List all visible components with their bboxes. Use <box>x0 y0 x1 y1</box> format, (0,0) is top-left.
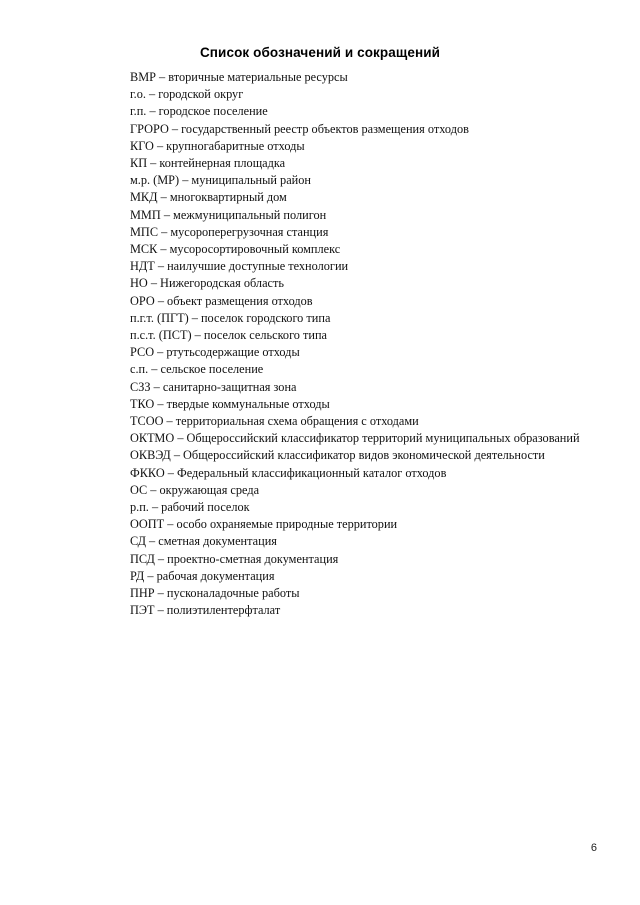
abbreviation-entry: ОКВЭД – Общероссийский классификатор видов экономической деятельности <box>130 448 545 463</box>
abbreviation-entry: ТСОО – территориальная схема обращения с отходами <box>130 414 419 429</box>
abbreviation-entry: г.п. – городское поселение <box>130 104 268 119</box>
abbreviation-entry: СД – сметная документация <box>130 534 277 549</box>
abbreviation-entry: с.п. – сельское поселение <box>130 362 264 377</box>
abbreviation-entry: ФККО – Федеральный классификационный каталог отходов <box>130 465 447 480</box>
abbreviation-entry: п.с.т. (ПСТ) – поселок сельского типа <box>130 328 328 343</box>
abbreviation-entry: ОС – окружающая среда <box>130 482 260 497</box>
abbreviation-entry: ПЭТ – полиэтилентерфталат <box>130 603 281 618</box>
page-number: 6 <box>590 842 597 854</box>
abbreviation-entry: ОРО – объект размещения отходов <box>130 293 313 308</box>
abbreviation-list <box>130 69 595 620</box>
abbreviation-entry: НО – Нижегородская область <box>130 276 284 291</box>
abbreviation-entry: ООПТ – особо охраняемые природные территории <box>130 517 398 532</box>
abbreviation-entry: р.п. – рабочий поселок <box>130 500 250 515</box>
abbreviation-entry: ГРОРО – государственный реестр объектов размещения отходов <box>130 121 469 136</box>
abbreviation-entry: г.о. – городской округ <box>130 87 244 102</box>
abbreviation-entry: ПСД – проектно-сметная документация <box>130 551 339 566</box>
abbreviation-entry: НДТ – наилучшие доступные технологии <box>130 259 349 274</box>
abbreviation-entry: м.р. (МР) – муниципальный район <box>130 173 311 188</box>
abbreviation-entry: КГО – крупногабаритные отходы <box>130 138 305 153</box>
abbreviation-entry: ПНР – пусконаладочные работы <box>130 586 300 601</box>
page-title: Список обозначений и сокращений <box>199 45 441 60</box>
abbreviation-entry: ММП – межмуниципальный полигон <box>130 207 327 222</box>
abbreviation-entry: ТКО – твердые коммунальные отходы <box>130 396 330 411</box>
abbreviation-entry: МКД – многоквартирный дом <box>130 190 287 205</box>
abbreviation-entry: МСК – мусоросортировочный комплекс <box>130 242 341 257</box>
abbreviation-entry: РД – рабочая документация <box>130 568 275 583</box>
abbreviation-entry: СЗЗ – санитарно-защитная зона <box>130 379 297 394</box>
abbreviation-entry: МПС – мусороперегрузочная станция <box>130 224 329 239</box>
abbreviation-entry: п.г.т. (ПГТ) – поселок городского типа <box>130 310 331 325</box>
abbreviation-entry: КП – контейнерная площадка <box>130 156 286 171</box>
abbreviation-entry: ОКТМО – Общероссийский классификатор территорий муниципальных образований <box>130 431 580 446</box>
abbreviation-entry: ВМР – вторичные материальные ресурсы <box>130 70 348 84</box>
abbreviation-entry: РСО – ртутьсодержащие отходы <box>130 345 300 360</box>
